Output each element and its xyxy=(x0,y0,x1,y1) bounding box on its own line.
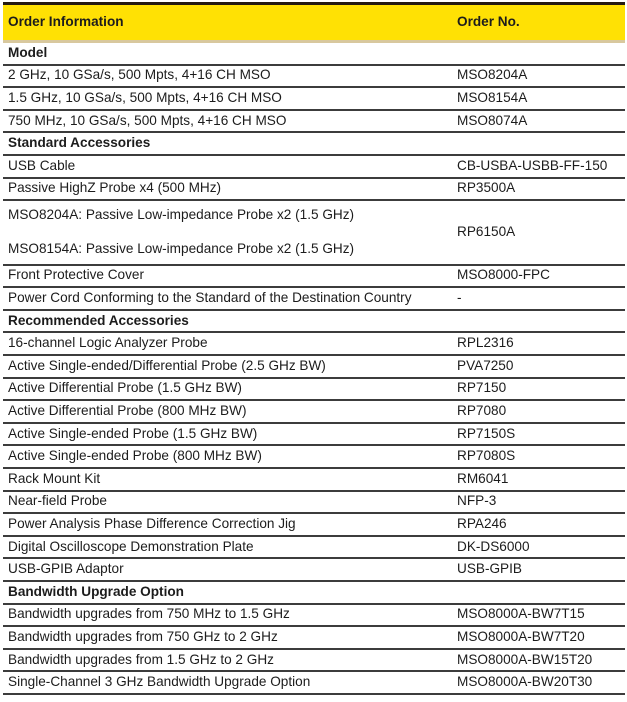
section-header-row xyxy=(3,133,625,156)
table-row xyxy=(3,179,625,202)
header-order-information: Order Information xyxy=(8,15,124,30)
table-row xyxy=(3,424,625,447)
row-description-cell xyxy=(3,653,457,668)
row-description-line: Rack Mount Kit xyxy=(8,471,101,486)
section-header-row xyxy=(3,43,625,66)
table-header-row xyxy=(3,2,625,43)
table-row xyxy=(3,446,625,469)
row-description-cell xyxy=(3,381,457,396)
row-description-line: Front Protective Cover xyxy=(8,268,144,283)
table-row xyxy=(3,537,625,560)
table-row xyxy=(3,156,625,179)
row-description-cell xyxy=(3,159,457,174)
row-description-line: Passive HighZ Probe x4 (500 MHz) xyxy=(8,181,222,196)
row-description-cell xyxy=(3,607,457,622)
row-description-line: Active Single-ended Probe (800 MHz BW) xyxy=(8,449,262,464)
section-header-row xyxy=(3,582,625,605)
row-description-cell xyxy=(3,91,457,106)
section-title: Recommended Accessories xyxy=(8,313,189,328)
row-description-cell xyxy=(3,291,457,306)
section-title: Standard Accessories xyxy=(8,136,151,151)
row-description-line: Active Single-ended Probe (1.5 GHz BW) xyxy=(8,426,258,441)
row-description-line: USB Cable xyxy=(8,158,76,173)
row-order-no: MSO8000-FPC xyxy=(457,268,550,283)
row-description-line: MSO8204A: Passive Low-impedance Probe x2 (1.5 GHz) xyxy=(8,206,355,222)
table-row xyxy=(3,469,625,492)
row-description-cell xyxy=(3,114,457,129)
row-description-line: Power Analysis Phase Difference Correction Jig xyxy=(8,517,296,531)
row-description-line: 1.5 GHz, 10 GSa/s, 500 Mpts, 4+16 CH MSO xyxy=(8,91,282,105)
row-description-line: 2 GHz, 10 GSa/s, 500 Mpts, 4+16 CH MSO xyxy=(8,68,271,83)
row-description-cell xyxy=(3,201,457,264)
row-description-line: MSO8154A: Passive Low-impedance Probe x2 (1.5 GHz) xyxy=(8,240,355,256)
row-description-cell xyxy=(3,181,457,196)
table-row xyxy=(3,88,625,111)
row-description-cell xyxy=(3,540,457,555)
table-row xyxy=(3,514,625,537)
row-order-no: RM6041 xyxy=(457,471,509,486)
row-description-cell xyxy=(3,562,457,577)
table-row xyxy=(3,401,625,424)
row-description-cell xyxy=(3,494,457,509)
row-description-line: Active Single-ended/Differential Probe (2.5 GHz BW) xyxy=(8,358,326,373)
table-row xyxy=(3,650,625,673)
section-title: Model xyxy=(8,45,48,60)
table-row xyxy=(3,201,625,266)
row-order-no: RP7080S xyxy=(457,449,516,464)
section-header-row xyxy=(3,311,625,334)
row-description-cell xyxy=(3,268,457,283)
row-description-line: Active Differential Probe (800 MHz BW) xyxy=(8,404,247,419)
row-order-no: MSO8074A xyxy=(457,113,528,128)
table-row xyxy=(3,356,625,379)
table-row xyxy=(3,111,625,134)
table-row xyxy=(3,605,625,628)
row-description-cell xyxy=(3,449,457,464)
row-order-no: USB-GPIB xyxy=(457,562,522,577)
row-order-no: RPA246 xyxy=(457,517,507,531)
row-order-no: DK-DS6000 xyxy=(457,539,530,554)
section-title: Bandwidth Upgrade Option xyxy=(8,584,184,599)
table-row xyxy=(3,492,625,515)
row-order-no: - xyxy=(457,291,462,306)
row-order-no: RP3500A xyxy=(457,181,516,196)
table-row xyxy=(3,266,625,289)
row-description-line: Digital Oscilloscope Demonstration Plate xyxy=(8,539,254,554)
row-description-line: Bandwidth upgrades from 1.5 GHz to 2 GHz xyxy=(8,652,274,667)
row-order-no: MSO8000A-BW20T30 xyxy=(457,675,593,690)
row-order-no: RP7150S xyxy=(457,426,516,441)
table-row xyxy=(3,288,625,311)
table-row xyxy=(3,559,625,582)
row-description-line: Near-field Probe xyxy=(8,494,107,509)
table-row xyxy=(3,627,625,650)
row-order-no: MSO8154A xyxy=(457,91,528,105)
row-order-no: MSO8204A xyxy=(457,68,528,83)
row-order-no: NFP-3 xyxy=(457,494,497,509)
table-row xyxy=(3,672,625,695)
row-description-cell xyxy=(3,336,457,351)
row-description-cell xyxy=(3,404,457,419)
row-description-line: 16-channel Logic Analyzer Probe xyxy=(8,336,208,351)
table-body xyxy=(3,43,625,695)
row-order-no: MSO8000A-BW7T15 xyxy=(457,607,585,622)
row-description-line: 750 MHz, 10 GSa/s, 500 Mpts, 4+16 CH MSO xyxy=(8,113,287,128)
row-description-cell xyxy=(3,359,457,374)
row-description-line: Power Cord Conforming to the Standard of the Destination Country xyxy=(8,291,412,306)
row-order-no: RP7150 xyxy=(457,381,507,396)
row-description-cell xyxy=(3,630,457,645)
row-order-no: MSO8000A-BW7T20 xyxy=(457,629,585,644)
row-order-no: CB-USBA-USBB-FF-150 xyxy=(457,158,608,173)
table-row xyxy=(3,66,625,89)
table-row xyxy=(3,379,625,402)
header-order-no: Order No. xyxy=(457,15,520,30)
row-description-line: Bandwidth upgrades from 750 GHz to 2 GHz xyxy=(8,629,278,644)
row-order-no: PVA7250 xyxy=(457,358,514,373)
order-table xyxy=(3,2,625,695)
table-row xyxy=(3,333,625,356)
row-order-no: RPL2316 xyxy=(457,336,514,351)
row-description-cell xyxy=(3,675,457,690)
row-order-no: RP6150A xyxy=(457,224,516,239)
row-description-cell xyxy=(3,472,457,487)
row-description-cell xyxy=(3,68,457,83)
row-order-no: MSO8000A-BW15T20 xyxy=(457,652,593,667)
row-description-line: USB-GPIB Adaptor xyxy=(8,562,124,577)
row-description-cell xyxy=(3,427,457,442)
row-description-line: Active Differential Probe (1.5 GHz BW) xyxy=(8,381,242,396)
row-description-cell xyxy=(3,517,457,532)
row-description-line: Bandwidth upgrades from 750 MHz to 1.5 GHz xyxy=(8,607,290,622)
row-order-no: RP7080 xyxy=(457,404,507,419)
row-description-line: Single-Channel 3 GHz Bandwidth Upgrade Option xyxy=(8,675,311,690)
